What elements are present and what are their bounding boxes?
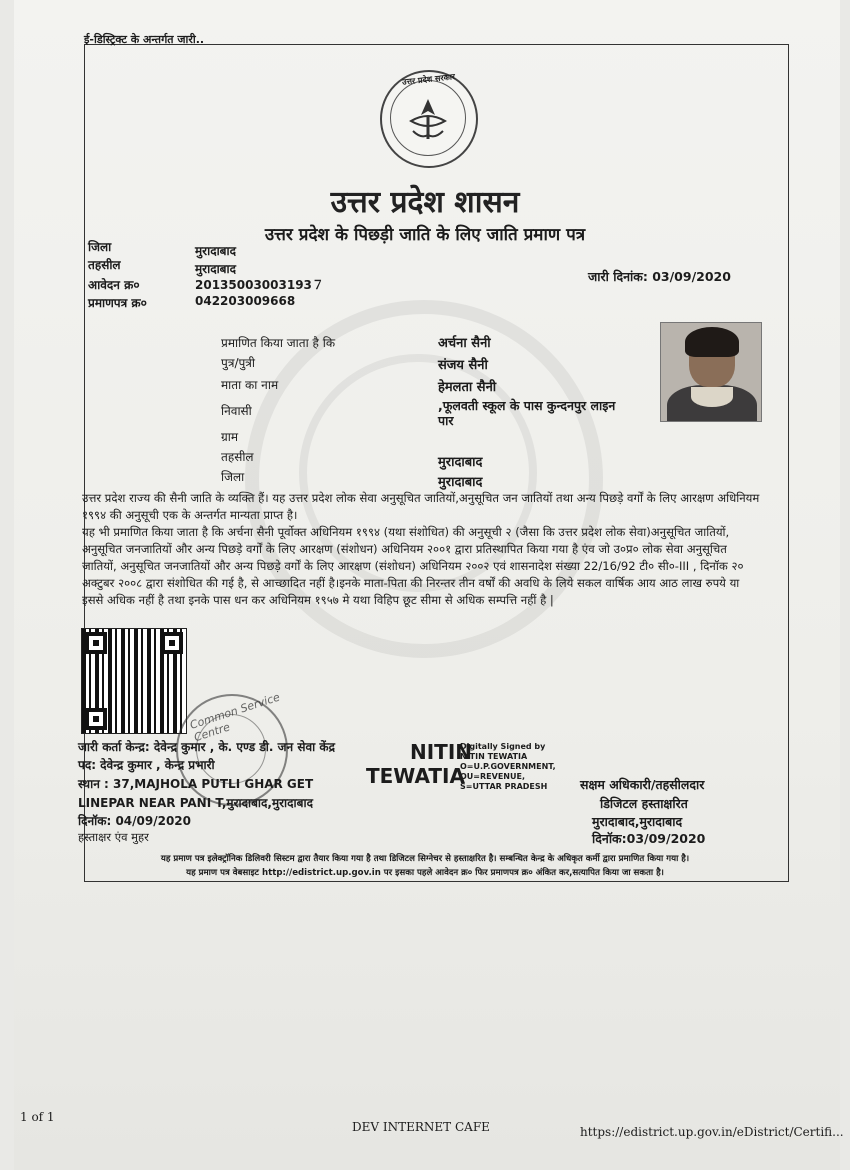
applicant-photo bbox=[660, 322, 762, 422]
print-url: https://edistrict.up.gov.in/eDistrict/Certifi... bbox=[580, 1125, 844, 1139]
application-label: आवेदन क्र० bbox=[88, 278, 140, 292]
tehsil-label: तहसील bbox=[88, 258, 121, 272]
up-government-emblem bbox=[380, 70, 478, 168]
print-source: DEV INTERNET CAFE bbox=[352, 1120, 490, 1134]
page-title: उत्तर प्रदेश शासन bbox=[330, 185, 520, 220]
digital-signature-line3: O=U.P.GOVERNMENT, bbox=[460, 762, 556, 771]
resident-label: निवासी bbox=[221, 404, 252, 418]
issuer-post: पद: देवेन्द्र कुमार , केन्द्र प्रभारी bbox=[78, 758, 215, 772]
authority-place: मुरादाबाद,मुरादाबाद bbox=[592, 814, 683, 829]
certificate-label: प्रमाणपत्र क्र० bbox=[88, 296, 147, 310]
father-name: संजय सैनी bbox=[438, 358, 488, 373]
resident-address-cont: पार bbox=[438, 413, 454, 428]
child-label: पुत्र/पुत्री bbox=[221, 356, 256, 370]
digital-signature-line5: S=UTTAR PRADESH bbox=[460, 782, 548, 791]
applicant-name: अर्चना सैनी bbox=[438, 336, 491, 351]
application-number: 20135003003193７ bbox=[195, 278, 324, 292]
district-value: मुरादाबाद bbox=[195, 244, 237, 258]
qr-code bbox=[81, 628, 187, 734]
digital-signature-line4: OU=REVENUE, bbox=[460, 772, 525, 781]
emblem-inner-ring bbox=[390, 80, 466, 156]
mother-name: हेमलता सैनी bbox=[438, 380, 497, 395]
issuer-place: स्थान : 37,MAJHOLA PUTLI GHAR GET bbox=[78, 777, 314, 791]
authority-date: दिनॉक:03/09/2020 bbox=[592, 831, 706, 846]
issue-date: जारी दिनांक: 03/09/2020 bbox=[588, 269, 731, 284]
mother-label: माता का नाम bbox=[221, 378, 279, 392]
emblem-figure-icon bbox=[391, 81, 465, 155]
tehsil-value: मुरादाबाद bbox=[195, 262, 237, 276]
emblem-text: उत्तर प्रदेश सरकार bbox=[401, 72, 456, 87]
certificate-number: 042203009668 bbox=[195, 294, 296, 308]
digital-signature-line2: NITIN TEWATIA bbox=[460, 752, 528, 761]
signer-first-name: NITIN bbox=[410, 740, 473, 764]
page-count: 1 of 1 bbox=[20, 1110, 55, 1124]
person-district: मुरादाबाद bbox=[438, 475, 483, 490]
village-label: ग्राम bbox=[221, 430, 239, 444]
caste-statement: उत्तर प्रदेश राज्य की सैनी जाति के व्यक्ति हैं। यह उत्तर प्रदेश लोक सेवा अनुसूचित जातियों,अनुसूचित जन जातियों तथा अन्य पिछड़े वर्गों के लिए आरक्षण अधिनियम १९९४ की अनुसूची एक के अन्तर्गत मान्यता प्राप्त है। bbox=[82, 491, 760, 522]
authority-title: सक्षम अधिकारी/तहसीलदार bbox=[580, 777, 705, 792]
person-tehsil-label: तहसील bbox=[221, 450, 254, 464]
digital-signature-line1: Digitally Signed by bbox=[460, 742, 546, 751]
footer-note: यह प्रमाण पत्र इलेक्ट्रॉनिक डिलिवरी सिस्टम द्वारा तैयार किया गया है तथा डिजिटल सिग्नेचर से हस्ताक्षरित है। सम्बन्धित केन्द्र के अधिकृत कर्मी द्वारा प्रमाणित किया गया है। bbox=[160, 854, 690, 864]
signature-label: हस्ताक्षर एंव मुहर bbox=[78, 830, 149, 844]
edistrict-note: ई-डिस्ट्रिक्ट के अन्तर्गत जारी.. bbox=[84, 33, 205, 46]
person-district-label: जिला bbox=[221, 470, 245, 484]
issuer-place-cont: LINEPAR NEAR PANI T,मुरादाबाद,मुरादाबाद bbox=[78, 796, 313, 810]
certificate-subtitle: उत्तर प्रदेश के पिछड़ी जाति के लिए जाति प्रमाण पत्र bbox=[264, 225, 586, 245]
footer-verify-note: यह प्रमाण पत्र वेबसाइट http://edistrict.up.gov.in पर इसका पहले आवेदन क्र० फिर प्रमाणपत्र क्र० अंकित कर,सत्यापित किया जा सकता है। bbox=[186, 868, 664, 878]
issuing-center: जारी कर्ता केन्द्र: देवेन्द्र कुमार , के. एण्ड डी. जन सेवा केंद्र bbox=[78, 740, 335, 754]
certify-label: प्रमाणित किया जाता है कि bbox=[221, 336, 336, 350]
resident-address: ,फूलवती स्कूल के पास कुन्दनपुर लाइन bbox=[438, 398, 616, 413]
issuer-date: दिनॉक: 04/09/2020 bbox=[78, 814, 192, 828]
authority-signed: डिजिटल हस्ताक्षरित bbox=[600, 796, 688, 811]
signer-last-name: TEWATIA bbox=[366, 764, 465, 788]
district-label: जिला bbox=[88, 240, 112, 254]
income-statement: यह भी प्रमाणित किया जाता है कि अर्चना सैनी पूर्वोक्त अधिनियम १९९४ (यथा संशोधित) की अनुसूची २ (जैसा कि उत्तर प्रदेश लोक सेवा)अनुसूचित जातियों, अनुसूचित जनजातियों और अन्य पिछड़े वर्गों के लिए आरक्षण (संशोधन) अधिनियम २००१ द्वारा प्रतिस्थापित किया गया है एंव जो उ०प्र० लोक सेवा अनुसूचित जातियों, अनुसूचित जनजातियों और अन्य पिछड़े वर्गों के लिए आरक्षण (संशोधन) अधिनियम २००२ एवं शासनादेश संख्या 22/16/92 टी० सी०-III , दिनॉक २० अक्टुबर २००८ द्वारा संशोधित की गई है, से आच्छादित नहीं है।इनके माता-पिता की निरन्तर तीन वर्षों की अवधि के लिये सकल वार्षिक आय आठ लाख रुपये या इससे अधिक नहीं है तथा इनके पास धन कर अधिनियम १९५७ मे यथा विहिप छूट सीमा से अधिक सम्पत्ति नहीं है | bbox=[82, 525, 744, 607]
seal-text: Common Service Centre bbox=[188, 690, 282, 745]
person-tehsil: मुरादाबाद bbox=[438, 455, 483, 470]
